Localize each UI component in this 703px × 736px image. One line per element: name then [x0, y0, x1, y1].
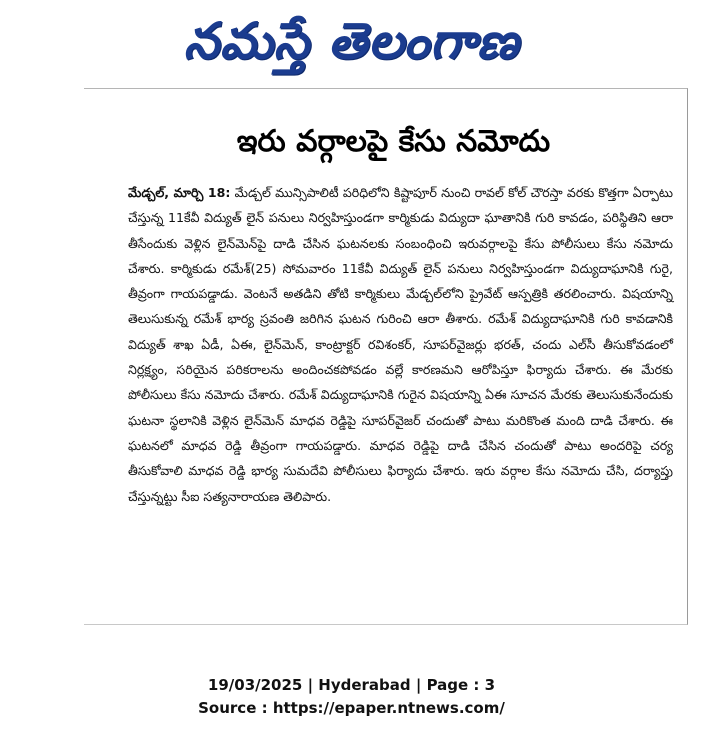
article-body	[128, 180, 673, 509]
newspaper-logo: నమస్తే తెలంగాణ	[183, 11, 520, 70]
article-dateline: మేడ్చల్, మార్చి 18:	[128, 185, 231, 200]
masthead	[0, 2, 703, 80]
publication-info: 19/03/2025 | Hyderabad | Page : 3	[207, 676, 496, 694]
article-headline: ఇరు వర్గాలపై కేసు నమోదు	[236, 124, 551, 159]
cropped-previous-text	[84, 92, 454, 102]
source-link[interactable]: Source : https://epaper.ntnews.com/	[198, 699, 505, 717]
article-text: మేడ్చల్ మున్సిపాలిటీ పరిధిలోని కిష్టాపూర్ నుంచి రావల్ కోల్ చౌరస్తా వరకు కొత్తగా ఏర్పాటు చేస్తున్న 11కేవీ విద్యుత్ లైన్ పనులు నిర్వహిస్తుండగా కార్మికుడు విద్యుదా ఘాతానికి గురి కావడం, పరిస్థితిని ఆరా తీసేందుకు వెళ్లిన లైన్‌మెన్‌పై దాడి చేసిన ఘటనలకు సంబంధించి ఇరువర్గాలపై కేసు పోలీసులు కేసు నమోదు చేశారు. కార్మికుడు రమేశ్(25) సోమవారం 11కేవీ విద్యుత్ లైన్ పనులు నిర్వహిస్తుండగా విద్యుదాఘానికి గురై, తీవ్రంగా గాయపడ్డాడు. వెంటనే అతడిని తోటి కార్మికులు మేడ్చల్‌లోని ప్రైవేట్ ఆస్పత్రికి తరలించారు. విషయాన్ని తెలుసుకున్న రమేశ్ భార్య స్రవంతి జరిగిన ఘటన గురించి ఆరా తీశారు. రమేశ్ విద్యుదాఘానికి గురి కావడానికి విద్యుత్ శాఖ ఏడీ, ఏఈ, లైన్‌మెన్, కాంట్రాక్టర్ రవిశంకర్, సూపర్‌వైజర్లు భరత్, చందు ఎల్‌సీ తీసుకోవడంలో నిర్లక్ష్యం, సరియైన పరికరాలను అందించకపోవడం వల్లే కారణమని ఆరోపిస్తూ ఫిర్యాదు చేశారు. ఈ మేరకు పోలీసులు కేసు నమోదు చేశారు. రమేశ్ విద్యుదాఘానికి గురైన విషయాన్ని ఏఈ సూచన మేరకు తెలుసుకునేందుకు ఘటనా స్థలానికి వెళ్లిన లైన్‌మెన్ మాధవ రెడ్డిపై సూపర్‌వైజర్ చందుతో పాటు మరికొంత మంది దాడి చేశారు. ఈ ఘటనలో మాధవ రెడ్డి తీవ్రంగా గాయపడ్డారు. మాధవ రెడ్డిపై దాడి చేసిన చందుతో పాటు అందరిపై చర్య తీసుకోవాలి మాధవ రెడ్డి భార్య సుమదేవి పోలీసులు ఫిర్యాదు చేశారు. ఇరు వర్గాల కేసు నమోదు చేసి, దర్యాప్తు చేస్తున్నట్టు సీఐ సత్యనారాయణ తెలిపారు.	[128, 185, 673, 504]
